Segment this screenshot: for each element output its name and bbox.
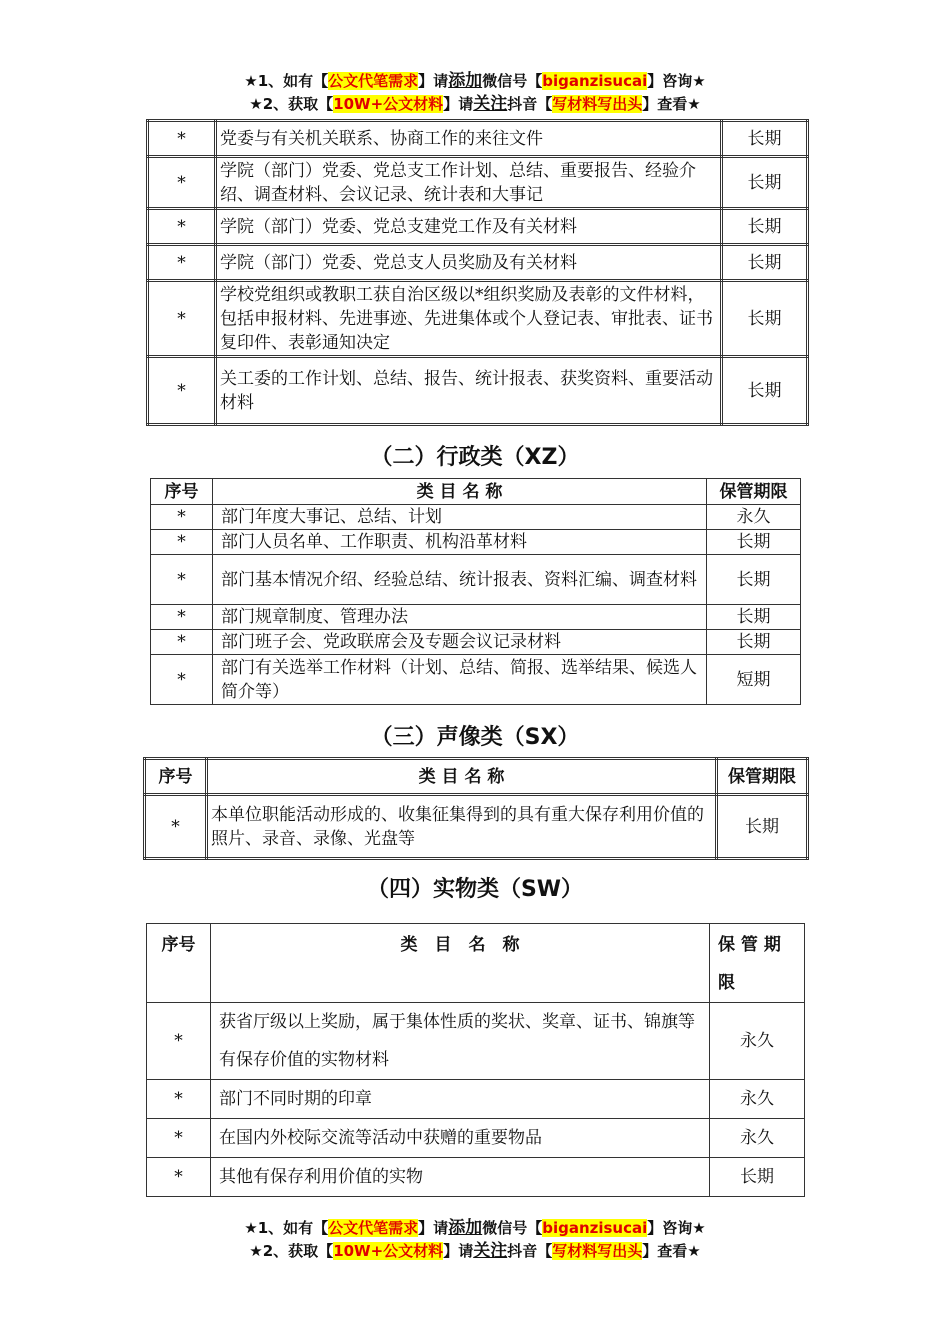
promo-line-1: ★1、如有【公文代笔需求】请添加微信号【biganzisucai】咨询★ [244, 1218, 706, 1238]
section-title-audiovisual: （三）声像类（SX） [370, 725, 580, 750]
promo-top [0, 70, 950, 116]
table-header-row: 序号 类 目 名 称 保管期限 [151, 479, 801, 505]
table-row: * 部门班子会、党政联席会及专题会议记录材料 长期 [151, 630, 801, 655]
table-row: * 部门人员名单、工作职责、机构沿革材料 长期 [151, 530, 801, 555]
table-row: * 部门有关选举工作材料（计划、总结、简报、选举结果、候选人简介等） 短期 [151, 655, 801, 705]
table-row: * 党委与有关机关联系、协商工作的来往文件 长期 [148, 121, 808, 157]
admin-table [150, 478, 801, 705]
section-title-physical: （四）实物类（SW） [366, 877, 584, 902]
table-row: * 本单位职能活动形成的、收集征集得到的具有重大保存利用价值的照片、录音、录像、光盘等 长期 [145, 795, 808, 859]
table-row: * 学校党组织或教职工获自治区级以*组织奖励及表彰的文件材料，包括申报材料、先进事迹、先进集体或个人登记表、审批表、证书复印件、表彰通知决定 长期 [148, 281, 808, 357]
promo-line-2: ★2、获取【10W+公文材料】请关注抖音【写材料写出头】查看★ [249, 94, 701, 114]
table-row: * 学院（部门）党委、党总支工作计划、总结、重要报告、经验介绍、调查材料、会议记录、统计表和大事记 长期 [148, 157, 808, 209]
physical-table [146, 923, 805, 1197]
table-row: * 在国内外校际交流等活动中获赠的重要物品 永久 [147, 1119, 805, 1158]
promo-line-1: ★1、如有【公文代笔需求】请添加微信号【biganzisucai】咨询★ [244, 71, 706, 91]
promo-bottom [0, 1217, 950, 1263]
table-row: * 部门不同时期的印章 永久 [147, 1080, 805, 1119]
table-header-row: 序号 类 目 名 称 保管期限 [145, 759, 808, 795]
party-table [146, 119, 809, 426]
table-row: * 部门基本情况介绍、经验总结、统计报表、资料汇编、调查材料 长期 [151, 555, 801, 605]
table-row: * 部门年度大事记、总结、计划 永久 [151, 505, 801, 530]
table-row: * 学院（部门）党委、党总支建党工作及有关材料 长期 [148, 209, 808, 245]
table-row: * 获省厅级以上奖励，属于集体性质的奖状、奖章、证书、锦旗等有保存价值的实物材料 永久 [147, 1003, 805, 1080]
audiovisual-table [143, 757, 809, 860]
section-title-admin: （二）行政类（XZ） [370, 445, 580, 470]
table-row: * 部门规章制度、管理办法 长期 [151, 605, 801, 630]
table-row: * 关工委的工作计划、总结、报告、统计报表、获奖资料、重要活动材料 长期 [148, 357, 808, 425]
table-header-row: 序号 类 目 名 称 保 管 期 限 [147, 924, 805, 1003]
table-row: * 其他有保存利用价值的实物 长期 [147, 1158, 805, 1197]
promo-line-2: ★2、获取【10W+公文材料】请关注抖音【写材料写出头】查看★ [249, 1241, 701, 1261]
table-row: * 学院（部门）党委、党总支人员奖励及有关材料 长期 [148, 245, 808, 281]
